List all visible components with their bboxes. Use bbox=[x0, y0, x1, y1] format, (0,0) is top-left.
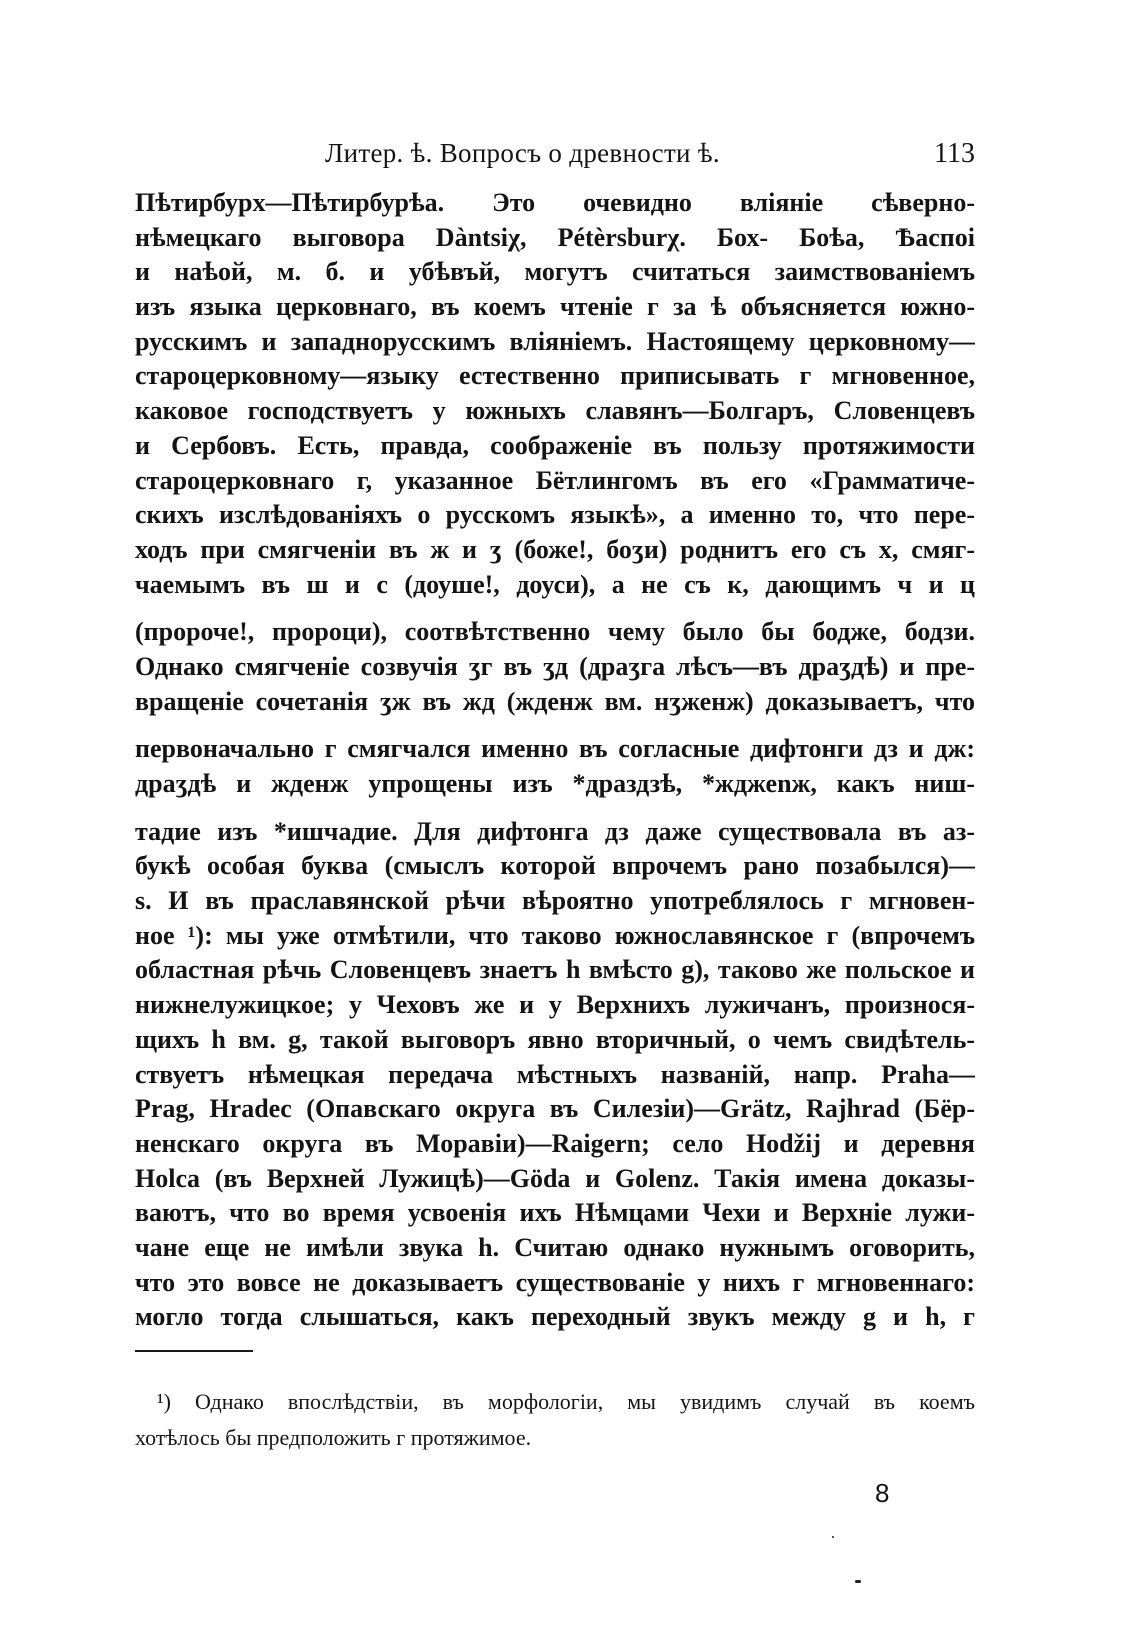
text-line: ное ¹): мы уже отмѣтили, что таково южнославянское г (впрочемъ bbox=[135, 920, 975, 950]
text-line: ствуетъ нѣмецкая передача мѣстныхъ названій, напр. Praha— bbox=[135, 1059, 975, 1089]
text-line: русскимъ и западнорусскимъ вліяніемъ. Настоящему церковному— bbox=[135, 326, 975, 356]
text-line: могло тогда слышаться, какъ переходный звукъ между g и h, г bbox=[135, 1302, 975, 1332]
text-line: нѣмецкаго выговора Dàntsiχ, Pétèrsburχ. Бох- Боѣа, Ѣаспоі bbox=[135, 222, 975, 252]
text-line: букѣ особая буква (смыслъ которой впрочемъ рано позабылся)— bbox=[135, 851, 975, 881]
text-line: каковое господствуетъ у южныхъ славянъ—Болгаръ, Словенцевъ bbox=[135, 396, 975, 426]
text-line: и наѣой, м. б. и убѣвъй, могутъ считаться заимствованіемъ bbox=[135, 257, 975, 287]
print-speck bbox=[832, 1536, 834, 1538]
footnote bbox=[135, 1384, 975, 1456]
page-number: 113 bbox=[934, 138, 975, 169]
text-line: и Сербовъ. Есть, правда, соображеніе въ пользу протяжимости bbox=[135, 430, 975, 460]
text-line: изъ языка церковнаго, въ коемъ чтеніе г за ѣ объясняется южно- bbox=[135, 292, 975, 322]
text-line: Prag, Hradec (Опавскаго округа въ Силезіи)—Grätz, Rajhrad (Бёр- bbox=[135, 1094, 975, 1124]
text-line: чане еще не имѣли звука h. Считаю однако нужнымъ оговорить, bbox=[135, 1232, 975, 1262]
footnote-line: ¹) Однако впослѣдствіи, въ морфологіи, мы увидимъ случай въ коемъ bbox=[157, 1389, 975, 1414]
text-line: Holca (въ Верхней Лужицѣ)—Göda и Golenz. Такія имена доказы- bbox=[135, 1163, 975, 1193]
text-line: тадие изъ *ишчадие. Для дифтонга дз даже существовала въ аз- bbox=[135, 816, 975, 846]
text-line: чаемымъ въ ш и с (доуше!, доуси), а не съ к, дающимъ ч и ц bbox=[135, 569, 975, 599]
text-line: нижнелужицкое; у Чеховъ же и у Верхнихъ лужичанъ, произнося- bbox=[135, 990, 975, 1020]
print-speck bbox=[855, 1580, 861, 1583]
text-line: ходъ при смягченіи въ ж и ʒ (боже!, боʒи) роднитъ его съ х, смяг- bbox=[135, 534, 975, 564]
text-line: Однако смягченіе созвучія ʒг въ ʒд (дpаʒга лѣсъ—въ драʒдѣ) и пре- bbox=[135, 651, 975, 681]
text-line: староцерковнаго г, указанное Бётлингомъ въ его «Грамматиче- bbox=[135, 465, 975, 495]
footnote-line: хотѣлось бы предположить г протяжимое. bbox=[135, 1425, 532, 1450]
text-line: ваютъ, что во время усвоенія ихъ Нѣмцами Чехи и Верхніе лужи- bbox=[135, 1198, 975, 1228]
text-line: щихъ h вм. g, такой выговоръ явно вторичный, о чемъ свидѣтель- bbox=[135, 1024, 975, 1054]
signature-mark: 8 bbox=[875, 1478, 890, 1508]
text-line: драʒдѣ и жденж упрощены изъ *драздзѣ, *жджеnж, какъ ниш- bbox=[135, 769, 975, 798]
text-line: ѕ. И въ праславянской рѣчи вѣроятно употреблялось г мгновен- bbox=[135, 886, 975, 916]
running-head bbox=[135, 138, 975, 178]
text-line: вращеніе сочетанія ʒж въ жд (жденж вм. нʒженж) доказываетъ, что bbox=[135, 686, 975, 716]
body-text bbox=[135, 186, 975, 1335]
text-line: Пѣтирбурх—Пѣтирбурѣа. Это очевидно вліяніе сѣверно- bbox=[135, 188, 975, 217]
text-line: ненскаго округа въ Моравіи)—Raigern; село Hodžij и деревня bbox=[135, 1128, 975, 1158]
running-title: Литер. ѣ. Вопросъ о древности ѣ. bbox=[325, 138, 720, 168]
text-line: первоначально г смягчался именно въ согласные дифтонги дз и дж: bbox=[135, 734, 975, 764]
text-line: что это вовсе не доказываетъ существованіе у нихъ г мгновеннаго: bbox=[135, 1267, 975, 1297]
text-line: (пророче!, пророци), соотвѣтственно чему было бы бодже, бодзи. bbox=[135, 617, 975, 647]
text-line: областная рѣчь Словенцевъ знаетъ h вмѣсто g), таково же польское и bbox=[135, 955, 975, 985]
text-line: скихъ изслѣдованіяхъ о русскомъ языкѣ», а именно то, что пере- bbox=[135, 500, 975, 530]
footnote-rule bbox=[135, 1350, 253, 1352]
text-line: староцерковному—языку естественно приписывать г мгновенное, bbox=[135, 361, 975, 391]
